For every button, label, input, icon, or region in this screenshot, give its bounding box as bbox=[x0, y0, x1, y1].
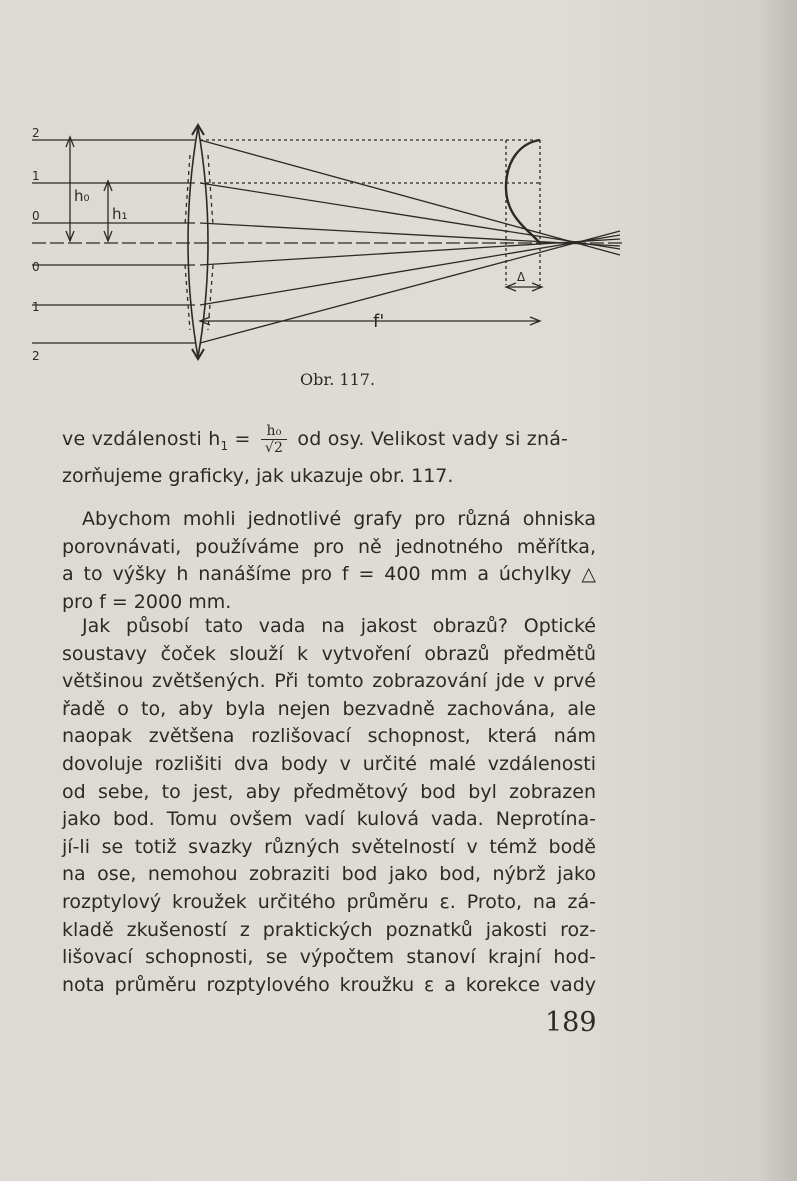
paragraph-3: Jak působí tato vada na jakost obrazů? Optické soustavy čoček slouží k vytvoření obrazů předmětů většinou zvětšených. Při tomto zobrazování jde v prvé řadě o to, aby byla nejen bezvadně zachována, ale naopak zvětšena rozlišovací schopnost, která nám dovoluje rozlišiti dva body v určité malé vzdálenosti od sebe, to jest, aby předmětový bod byl zobrazen jako bod. Tomu ovšem vadí kulová vada. Neprotína- jí-li se totiž svazky různých světelností v témž bodě na ose, nemohou zobraziti bod jako bod, nýbrž jako rozptylový kroužek určitého průměru ε. Proto, na zá- kladě zkušeností z praktických poznatků jakosti roz- lišovací schopnosti, se výpočtem stanoví krajní hod- nota průměru rozptylového kroužku ε a korekce vady bbox=[62, 615, 596, 996]
scale-label: 1 bbox=[32, 169, 40, 183]
scale-label: 1 bbox=[32, 300, 40, 314]
paragraph-1: zorňujeme graficky, jak ukazuje obr. 117. bbox=[62, 465, 454, 487]
ray-zone-bottom bbox=[200, 235, 620, 305]
ray-marginal-bottom bbox=[200, 231, 620, 343]
h1-label: h₁ bbox=[112, 205, 128, 223]
page-number: 189 bbox=[545, 1007, 597, 1038]
h0-label: h₀ bbox=[74, 187, 90, 205]
figure-117 bbox=[20, 115, 640, 385]
fraction: $\frac{\text{h₀}}{√2}$ bbox=[261, 423, 287, 456]
ray-zone-top bbox=[200, 183, 620, 249]
scale-label: 2 bbox=[32, 349, 40, 363]
scale-label: 0 bbox=[32, 209, 40, 223]
aberration-curve bbox=[506, 140, 540, 243]
ray-marginal-top bbox=[200, 140, 620, 255]
f-label: f' bbox=[373, 311, 385, 332]
delta-label: Δ bbox=[517, 270, 526, 284]
formula-line: ve vzdálenosti $h_1$ = $\frac{\text{h₀}}{√2}$ od osy. Velikost vady si zná- bbox=[62, 423, 569, 456]
scale-label: 0 bbox=[32, 260, 40, 274]
scale-label: 2 bbox=[32, 126, 40, 140]
paragraph-2: Abychom mohli jednotlivé grafy pro různá ohniska porovnávati, používáme pro ně jednotného měřítka, a to výšky h nanášíme pro f = 400 mm a úchylky △ pro f = 2000 mm. bbox=[62, 508, 596, 613]
figure-caption: Obr. 117. bbox=[300, 370, 376, 389]
